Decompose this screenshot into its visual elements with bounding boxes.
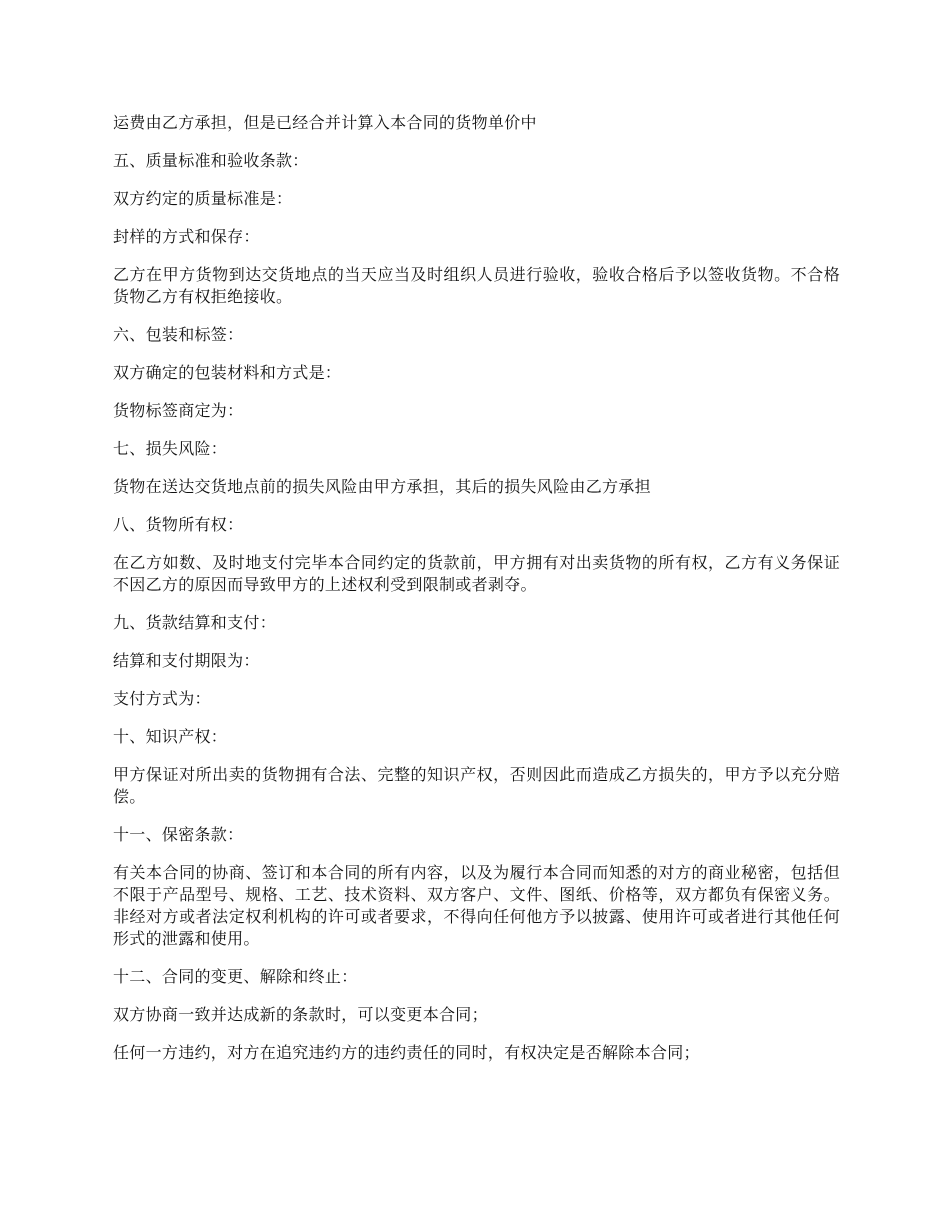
paragraph-ownership: 在乙方如数、及时地支付完毕本合同约定的货款前，甲方拥有对出卖货物的所有权，乙方有义务保证不因乙方的原因而导致甲方的上述权利受到限制或者剥夺。 <box>113 553 840 594</box>
heading-quality-standards: 五、质量标准和验收条款： <box>113 151 309 170</box>
paragraph-freight: 运费由乙方承担，但是已经合并计算入本合同的货物单价中 <box>113 113 537 132</box>
heading-loss-risk: 七、损失风险： <box>113 439 228 458</box>
heading-payment: 九、货款结算和支付： <box>113 613 277 632</box>
paragraph-termination: 任何一方违约，对方在追究违约方的违约责任的同时，有权决定是否解除本合同； <box>113 1043 700 1062</box>
paragraph-labels: 货物标签商定为： <box>113 401 244 420</box>
paragraph-packaging-material: 双方确定的包装材料和方式是： <box>113 363 342 382</box>
paragraph-change: 双方协商一致并达成新的条款时，可以变更本合同； <box>113 1005 488 1024</box>
paragraph-loss-risk: 货物在送达交货地点前的损失风险由甲方承担，其后的损失风险由乙方承担 <box>113 477 651 496</box>
paragraph-sealed-sample: 封样的方式和保存： <box>113 227 260 246</box>
heading-change-termination: 十二、合同的变更、解除和终止： <box>113 967 358 986</box>
paragraph-payment-method: 支付方式为： <box>113 689 211 708</box>
document-page <box>113 112 840 1080</box>
heading-ip: 十、知识产权： <box>113 727 228 746</box>
heading-confidentiality: 十一、保密条款： <box>113 825 244 844</box>
paragraph-ip: 甲方保证对所出卖的货物拥有合法、完整的知识产权，否则因此而造成乙方损失的，甲方予以充分赔偿。 <box>113 765 840 806</box>
heading-ownership: 八、货物所有权： <box>113 515 244 534</box>
paragraph-payment-term: 结算和支付期限为： <box>113 651 260 670</box>
paragraph-quality-standard: 双方约定的质量标准是： <box>113 189 293 208</box>
paragraph-confidentiality: 有关本合同的协商、签订和本合同的所有内容，以及为履行本合同而知悉的对方的商业秘密，包括但不限于产品型号、规格、工艺、技术资料、双方客户、文件、图纸、价格等，双方都负有保密义务。非经对方或者法定权利机构的许可或者要求，不得向任何他方予以披露、使用许可或者进行其他任何形式的泄露和使用。 <box>113 863 840 948</box>
heading-packaging: 六、包装和标签： <box>113 325 244 344</box>
paragraph-inspection: 乙方在甲方货物到达交货地点的当天应当及时组织人员进行验收，验收合格后予以签收货物。不合格货物乙方有权拒绝接收。 <box>113 265 840 306</box>
